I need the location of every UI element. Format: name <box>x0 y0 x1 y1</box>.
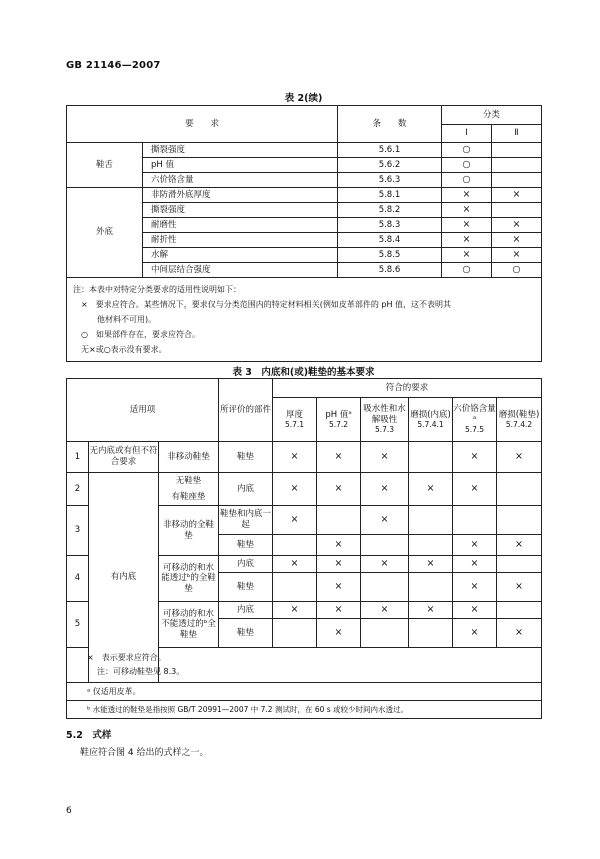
t2-clause: 5.8.1 <box>338 188 442 203</box>
page-number: 6 <box>66 806 72 816</box>
t3-mark <box>409 535 453 556</box>
t2-mark: × <box>442 188 492 203</box>
t2-clause: 5.6.1 <box>338 143 442 158</box>
t2-note-line: ○ 如果部件存在，要求应符合。 <box>81 330 200 339</box>
t3-mark: × <box>361 442 409 473</box>
t3-part: 鞋垫 <box>219 442 273 473</box>
t2-mark: × <box>442 203 492 218</box>
t2-item: 撕裂强度 <box>143 143 338 158</box>
t3-mark: × <box>273 506 317 535</box>
t3-part: 鞋垫和内底一起 <box>219 506 273 535</box>
t3-mark: × <box>453 602 497 619</box>
t2-mark: ○ <box>492 263 542 278</box>
t2-head-class: 分类 <box>442 106 542 125</box>
t2-mark: × <box>492 188 542 203</box>
t3-mark: × <box>317 619 361 648</box>
t3-note-move: 注：可移动鞋垫见 8.3。 <box>97 667 185 676</box>
t2-mark: ○ <box>442 158 492 173</box>
t3-condition: 无内底或有但不符合要求 <box>89 442 159 473</box>
t2-part-tongue: 鞋舌 <box>67 143 143 188</box>
t3-mark: × <box>409 602 453 619</box>
t3-part: 鞋垫 <box>219 619 273 648</box>
t2-mark: × <box>442 248 492 263</box>
t2-item: pH 值 <box>143 158 338 173</box>
t2-mark <box>492 173 542 188</box>
t2-item: 六价铬含量 <box>143 173 338 188</box>
t2-item: 撕裂强度 <box>143 203 338 218</box>
t3-mark: × <box>497 573 542 602</box>
t3-mark <box>317 506 361 535</box>
t2-mark <box>492 143 542 158</box>
t3-subcondition: 非移动鞋垫 <box>159 442 219 473</box>
t3-col-clause: 5.7.1 <box>284 420 305 430</box>
t3-part: 内底 <box>219 473 273 506</box>
t3-row-number: 4 <box>67 556 89 602</box>
t3-col-clause: 5.7.4.2 <box>505 420 533 430</box>
t2-clause: 5.6.3 <box>338 173 442 188</box>
t3-mark <box>273 535 317 556</box>
t3-col-name: 厚度 <box>286 409 304 420</box>
t2-item: 中间层结合强度 <box>143 263 338 278</box>
t2-part-outsole: 外底 <box>67 188 143 278</box>
t2-mark: × <box>492 218 542 233</box>
t3-row-number: 1 <box>67 442 89 473</box>
t3-row-number: 5 <box>67 602 89 648</box>
t3-mark <box>497 556 542 573</box>
t3-mark <box>453 506 497 535</box>
t3-notes <box>67 648 542 683</box>
t3-footnote-a: ᵃ 仅适用皮革。 <box>67 683 542 701</box>
t2-clause: 5.8.3 <box>338 218 442 233</box>
t3-sub-line: 有鞋座垫 <box>171 492 206 502</box>
t2-mark: ○ <box>442 263 492 278</box>
t3-mark: × <box>273 556 317 573</box>
t3-note-x: × 表示要求应符合。 <box>87 653 166 662</box>
t2-mark: × <box>442 218 492 233</box>
t2-clause: 5.8.4 <box>338 233 442 248</box>
t3-col-name: pH 值ᵃ <box>325 409 352 420</box>
t3-mark <box>409 573 453 602</box>
t2-notes <box>67 278 542 362</box>
t3-mark <box>497 473 542 506</box>
t2-item: 耐折性 <box>143 233 338 248</box>
t2-head-class-2: Ⅱ <box>492 125 542 143</box>
t3-mark <box>497 506 542 535</box>
table2 <box>66 105 542 362</box>
t3-head-conform: 符合的要求 <box>273 379 542 398</box>
t3-part: 内底 <box>219 602 273 619</box>
t3-mark: × <box>317 573 361 602</box>
t3-head-col <box>409 398 453 442</box>
t2-clause: 5.8.2 <box>338 203 442 218</box>
t3-footnote-b: ᵇ 水能透过的鞋垫是指按照 GB/T 20991—2007 中 7.2 测试时，在 60 s 或较少时间内水透过。 <box>67 701 542 719</box>
section-heading: 5.2 式样 <box>66 730 112 741</box>
t3-part: 鞋垫 <box>219 535 273 556</box>
t3-mark <box>361 573 409 602</box>
t2-mark: ○ <box>442 173 492 188</box>
t2-head-clause: 条 数 <box>338 106 442 143</box>
t3-with-insole: 有内底 <box>89 473 159 683</box>
t3-col-clause: 5.7.4.1 <box>417 420 444 430</box>
t3-mark: × <box>317 473 361 506</box>
t3-mark: × <box>273 473 317 506</box>
t3-mark <box>273 619 317 648</box>
t3-col-clause: 5.7.3 <box>374 425 395 435</box>
t2-mark <box>492 203 542 218</box>
t3-mark <box>273 573 317 602</box>
t3-head-part: 所评价的部件 <box>219 379 273 442</box>
table2-caption: 表 2(续) <box>284 93 323 104</box>
t3-row-number: 3 <box>67 506 89 556</box>
t2-mark: × <box>442 233 492 248</box>
t2-note-line: 他材料不可用)。 <box>97 315 157 324</box>
t3-subcondition: 可移动的和水不能透过的ᵇ全鞋垫 <box>159 602 219 648</box>
standard-number: GB 21146—2007 <box>66 60 161 71</box>
t3-mark: × <box>453 573 497 602</box>
t3-mark: × <box>497 619 542 648</box>
t3-sub-line: 无鞋垫 <box>175 476 202 486</box>
t3-head-col <box>273 398 317 442</box>
t3-part: 内底 <box>219 556 273 573</box>
t2-clause: 5.8.6 <box>338 263 442 278</box>
t3-col-name: 磨损(鞋垫) <box>498 409 540 420</box>
t3-mark: × <box>409 473 453 506</box>
t3-mark: × <box>273 442 317 473</box>
t3-mark: × <box>317 442 361 473</box>
t3-mark: × <box>453 619 497 648</box>
t3-mark <box>361 619 409 648</box>
t3-part: 鞋垫 <box>219 573 273 602</box>
t3-mark: × <box>361 506 409 535</box>
t3-mark <box>497 602 542 619</box>
t3-mark: × <box>273 602 317 619</box>
t3-mark: × <box>497 535 542 556</box>
t2-item: 非防滑外底厚度 <box>143 188 338 203</box>
t3-mark: × <box>361 602 409 619</box>
t2-head-requirement: 要 求 <box>67 106 338 143</box>
t3-mark: × <box>361 473 409 506</box>
t2-mark: × <box>492 248 542 263</box>
t3-head-applicable: 适用项 <box>67 379 219 442</box>
t3-col-name: 磨损(内底) <box>410 409 451 420</box>
t3-mark: × <box>453 473 497 506</box>
t3-col-clause: 5.7.2 <box>328 420 349 430</box>
t2-head-class-1: Ⅰ <box>442 125 492 143</box>
t3-mark: × <box>317 556 361 573</box>
t3-mark: × <box>317 535 361 556</box>
t2-note-line: 无×或○表示没有要求。 <box>81 345 167 354</box>
t3-head-col <box>317 398 361 442</box>
t2-note-line: 注：本表中对特定分类要求的适用性说明如下： <box>73 285 241 294</box>
t3-mark: × <box>453 442 497 473</box>
t3-mark: × <box>453 556 497 573</box>
t2-item: 耐磨性 <box>143 218 338 233</box>
t3-mark <box>361 535 409 556</box>
table3 <box>66 378 542 719</box>
t3-subcondition: 可移动的和水能透过ᵇ的全鞋垫 <box>159 556 219 602</box>
table3-caption: 表 3 内底和(或)鞋垫的基本要求 <box>232 367 375 378</box>
t3-mark <box>409 506 453 535</box>
t2-clause: 5.8.5 <box>338 248 442 263</box>
t3-subcondition <box>159 473 219 506</box>
t3-col-clause: 5.7.5 <box>464 425 485 435</box>
t3-mark: × <box>361 556 409 573</box>
t3-head-col <box>497 398 542 442</box>
t2-note-line: × 要求应符合。某些情况下，要求仅与分类范围内的特定材料相关(例如皮革部件的 pH 值，这不表明其 <box>81 300 451 309</box>
t3-col-name: 六价铬含量ᵃ <box>453 404 496 425</box>
t2-mark: × <box>492 233 542 248</box>
t3-mark: × <box>497 442 542 473</box>
t3-head-col <box>361 398 409 442</box>
t3-col-name: 吸水性和水解吸性 <box>363 404 406 425</box>
t3-mark: × <box>453 535 497 556</box>
t3-mark <box>409 442 453 473</box>
t3-mark: × <box>317 602 361 619</box>
t3-subcondition: 非移动的全鞋垫 <box>159 506 219 556</box>
t3-mark: × <box>409 556 453 573</box>
section-text: 鞋应符合图 4 给出的式样之一。 <box>80 748 209 758</box>
t3-mark <box>409 619 453 648</box>
t3-head-col <box>453 398 497 442</box>
t3-row-number: 2 <box>67 473 89 506</box>
t2-item: 水解 <box>143 248 338 263</box>
t2-clause: 5.6.2 <box>338 158 442 173</box>
t2-mark <box>492 158 542 173</box>
t2-mark: ○ <box>442 143 492 158</box>
